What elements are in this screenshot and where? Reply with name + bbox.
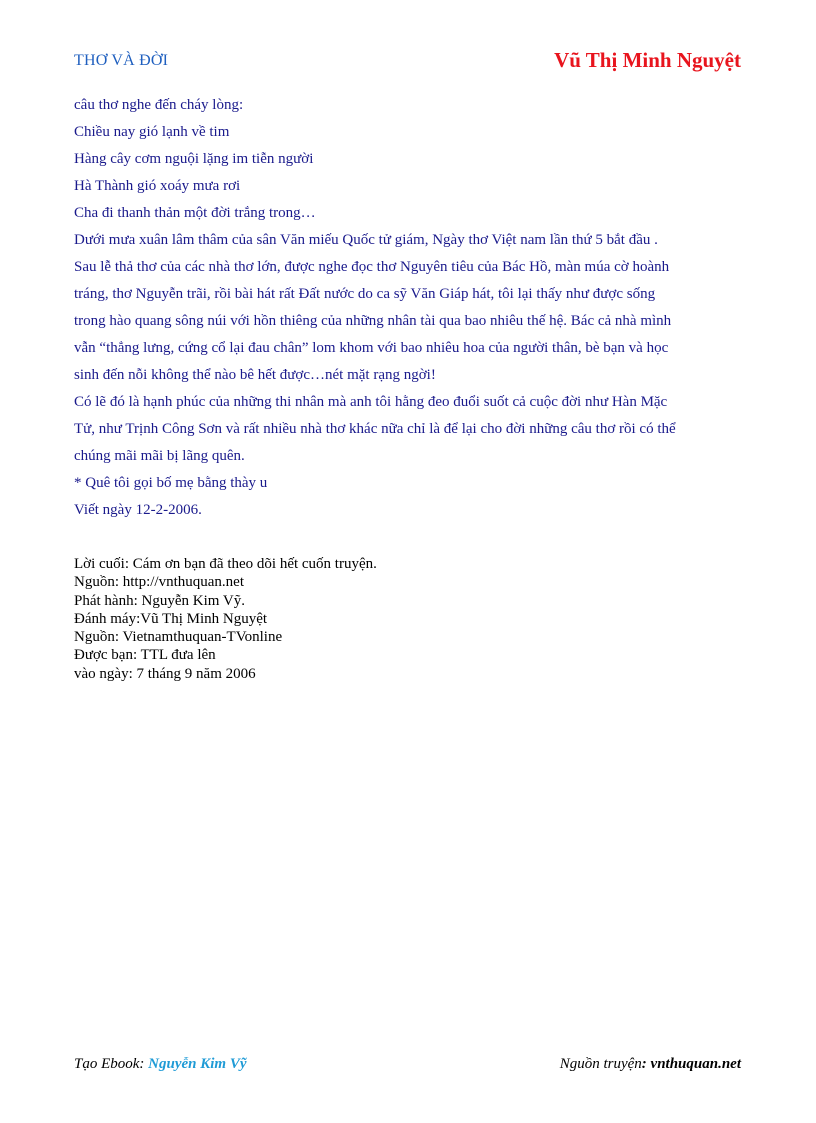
body-line: tráng, thơ Nguyễn trãi, rồi bài hát rất Đất nước do ca sỹ Văn Giáp hát, tôi lại thấy như được sống <box>74 286 656 302</box>
body-line: Hà Thành gió xoáy mưa rơi <box>74 178 241 194</box>
footer-ebook-credit <box>74 1056 247 1073</box>
credit-line: Phát hành: Nguyễn Kim Vỹ. <box>74 592 245 609</box>
body-line: Hàng cây cơm nguội lặng im tiễn người <box>74 151 314 167</box>
footer-source-separator: : <box>641 1056 651 1072</box>
footer-source <box>560 1056 741 1073</box>
footer-ebook-separator: : <box>139 1056 149 1072</box>
body-line: trong hào quang sông núi với hồn thiêng của những nhân tài qua bao nhiêu thế hệ. Bác cả nhà mình <box>74 313 672 329</box>
credit-line: Được bạn: TTL đưa lên <box>74 647 216 664</box>
header-author: Vũ Thị Minh Nguyệt <box>554 48 741 72</box>
credit-line: vào ngày: 7 tháng 9 năm 2006 <box>74 665 256 682</box>
footer-ebook-label: Tạo Ebook <box>74 1056 140 1072</box>
footer-source-label: Nguồn truyện <box>559 1056 642 1072</box>
body-text <box>74 92 746 524</box>
body-line: Sau lễ thả thơ của các nhà thơ lớn, được nghe đọc thơ Nguyên tiêu của Bác Hồ, màn múa cờ hoành <box>74 259 670 275</box>
body-line: Có lẽ đó là hạnh phúc của những thi nhân mà anh tôi hằng đeo đuổi suốt cả cuộc đời như Hàn Mặc <box>74 394 668 410</box>
credits-block <box>74 555 377 683</box>
credit-line: Lời cuối: Cám ơn bạn đã theo dõi hết cuốn truyện. <box>74 556 377 572</box>
credit-line: Nguồn: http://vnthuquan.net <box>74 574 244 591</box>
body-line: Dưới mưa xuân lâm thâm của sân Văn miếu Quốc tử giám, Ngày thơ Việt nam lần thứ 5 bắt đầu . <box>74 232 658 248</box>
credit-line: Đánh máy:Vũ Thị Minh Nguyệt <box>74 610 268 627</box>
body-line: * Quê tôi gọi bố mẹ bằng thày u <box>74 475 268 491</box>
body-line: Cha đi thanh thản một đời trắng trong… <box>74 205 316 221</box>
body-line: sinh đến nỗi không thể nào bê hết được…nét mặt rạng ngời! <box>74 367 436 383</box>
body-line: câu thơ nghe đến cháy lòng: <box>74 97 244 113</box>
body-line: vẫn “thẳng lưng, cứng cổ lại đau chân” lom khom với bao nhiêu hoa của người thân, bè bạn và học <box>74 340 669 356</box>
footer-ebook-name: Nguyễn Kim Vỹ <box>148 1056 247 1072</box>
body-line: Tử, như Trịnh Công Sơn và rất nhiều nhà thơ khác nữa chỉ là để lại cho đời những câu thơ rồi có thể <box>74 421 676 437</box>
body-line: Chiều nay gió lạnh về tim <box>74 124 230 140</box>
footer-source-site: vnthuquan.net <box>650 1056 741 1072</box>
header-title: THƠ VÀ ĐỜI <box>74 52 169 69</box>
body-line: Viết ngày 12-2-2006. <box>74 502 202 518</box>
body-line: chúng mãi mãi bị lãng quên. <box>74 448 245 464</box>
credit-line: Nguồn: Vietnamthuquan-TVonline <box>74 629 283 646</box>
